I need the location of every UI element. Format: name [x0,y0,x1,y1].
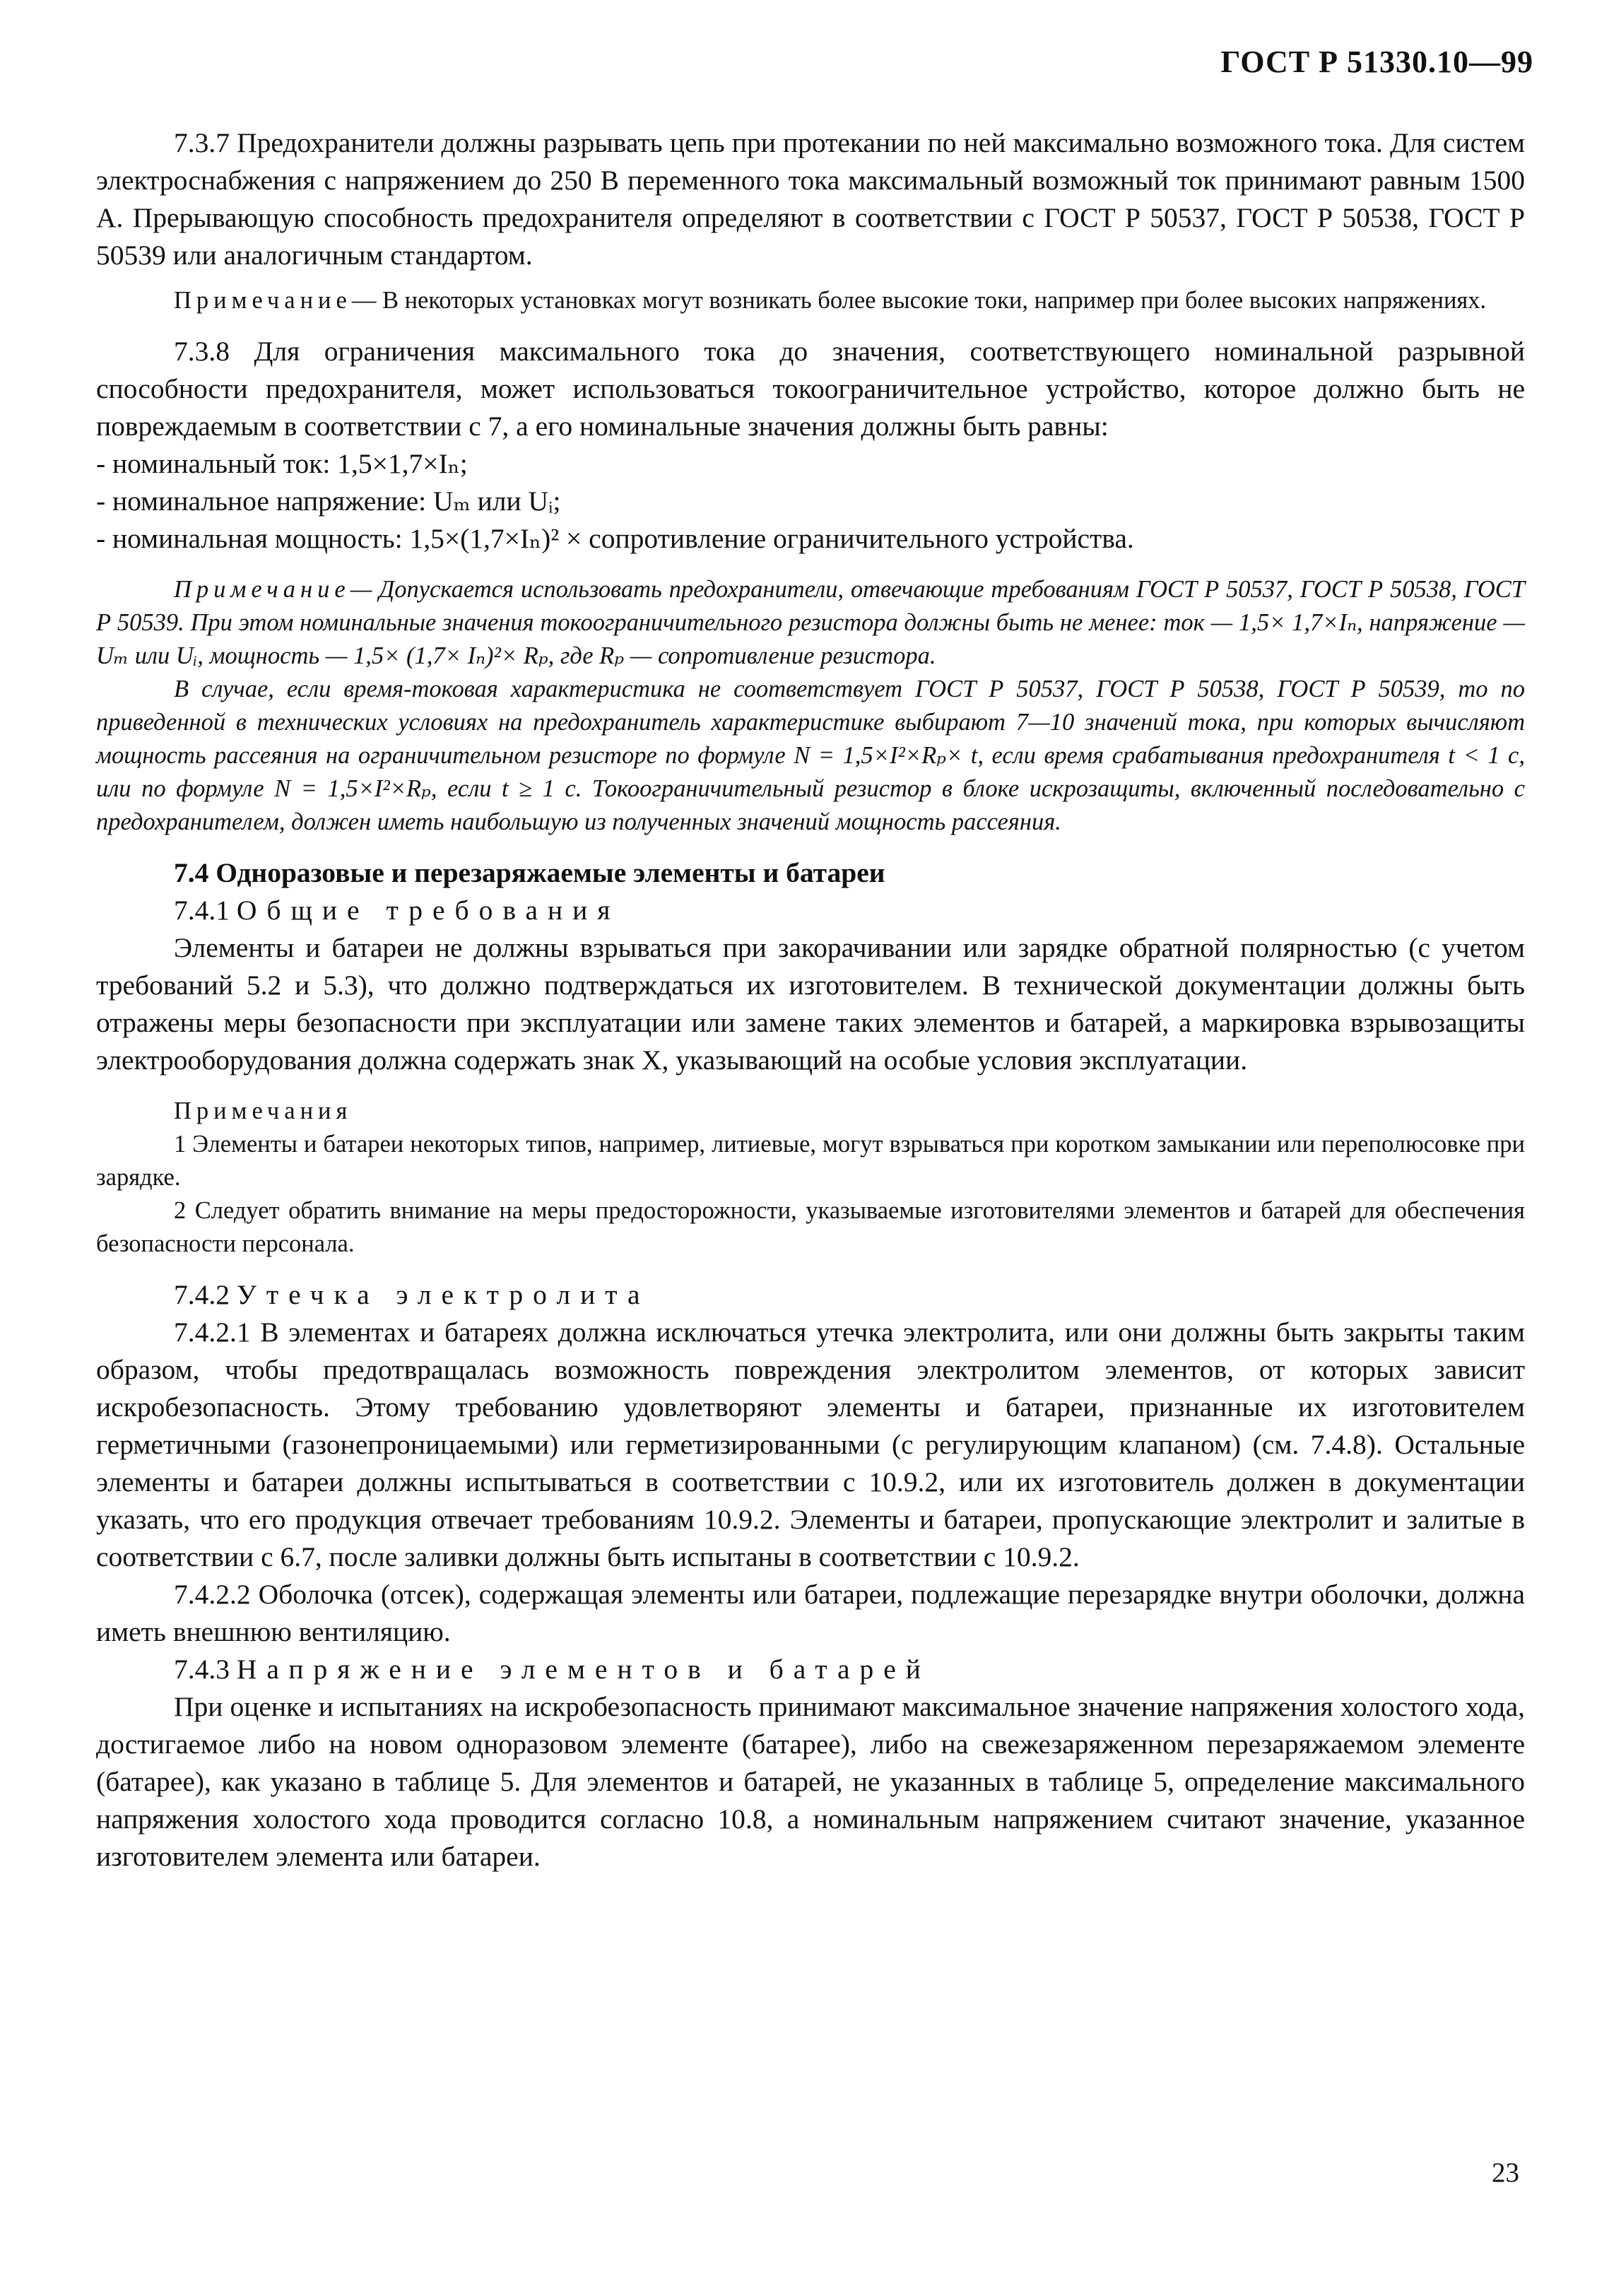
list-item: - номинальное напряжение: Uₘ или Uᵢ; [96,485,561,517]
notes-label-text: Примечания [174,1097,353,1124]
note-7-3-8-continued: В случае, если время-токовая характеристика не соответствует ГОСТ Р 50537, ГОСТ Р 50538, ГОСТ Р 50539, то по приведенной в технических условиях на предохранитель характеристике выбирают 7—10 значений тока, при которых вычисляют мощность рассеяния на ограничительном резисторе по формуле N = 1,5×I²×Rₚ× t, если время срабатывания предохранителя t < 1 с, или по формуле N = 1,5×I²×Rₚ, если t ≥ 1 с. Токоограничительный резистор в блоке искрозащиты, включенный последовательно с предохранителем, должен иметь наибольшую из полученных значений мощность рассеяния. [96,676,1525,835]
note-item: 2 Следует обратить внимание на меры предосторожности, указываемые изготовителями элементов и батарей для обеспечения безопасности персонала. [96,1197,1525,1257]
notes-label [96,1095,1525,1128]
subsection-heading-7-4-1 [96,892,1525,929]
subsection-title: Общие требования [236,895,620,926]
note-text: — В некоторых установках могут возникать более высокие токи, например при более высоких напряжениях. [351,287,1487,314]
subsection-heading-7-4-3 [96,1651,1525,1688]
paragraph-7-3-7: 7.3.7 Предохранители должны разрывать цепь при протекании по ней максимально возможного тока. Для систем электроснабжения с напряжением до 250 В переменного тока максимальный возможный ток принимают равным 1500 А. Прерывающую способность предохранителя определяют в соответствии с ГОСТ Р 50537, ГОСТ Р 50538, ГОСТ Р 50539 или аналогичным стандартом. [96,127,1525,271]
section-heading-7-4: 7.4 Одноразовые и перезаряжаемые элементы и батареи [174,857,885,888]
list-item: - номинальная мощность: 1,5×(1,7×Iₙ)² × сопротивление ограничительного устройства. [96,523,1134,554]
subsection-heading-7-4-2 [96,1276,1525,1314]
paragraph-7-4-2-1: 7.4.2.1 В элементах и батареях должна исключаться утечка электролита, или они должны быть закрыты таким образом, чтобы предотвращалась возможность повреждения электролитом элементов, от которых зависит искробезопасность. Этому требованию удовлетворяют элементы и батареи, признанные их изготовителем герметичными (газонепроницаемыми) или герметизированными (с регулирующим клапаном) (см. 7.4.8). Остальные элементы и батареи должны испытываться в соответствии с 10.9.2, или их изготовитель должен в документации указать, что его продукция отвечает требованиям 10.9.2. Элементы и батареи, пропускающие электролит и залитые в соответствии с 6.7, после заливки должны быть испытаны в соответствии с 10.9.2. [96,1317,1525,1572]
subsection-number: 7.4.1 [174,895,230,926]
list-item: - номинальный ток: 1,5×1,7×Iₙ; [96,448,468,479]
document-code-header: ГОСТ Р 51330.10—99 [1220,45,1533,79]
note-7-3-8 [96,573,1525,673]
subsection-number: 7.4.2 [174,1279,230,1310]
subsection-number: 7.4.3 [174,1654,230,1685]
paragraph-7-3-8: 7.3.8 Для ограничения максимального тока до значения, соответствующего номинальной разрывной способности предохранителя, может использоваться токоограничительное устройство, которое должно быть не повреждаемым в соответствии с 7, а его номинальные значения должны быть равны: [96,336,1525,442]
list-7-3-8 [96,445,1525,558]
paragraph-7-4-1: Элементы и батареи не должны взрываться при закорачивании или зарядке обратной полярностью (с учетом требований 5.2 и 5.3), что должно подтверждаться их изготовителем. В технической документации должны быть отражены меры безопасности при эксплуатации или замене таких элементов и батарей, а маркировка взрывозащиты электрооборудования должна содержать знак X, указывающий на особые условия эксплуатации. [96,932,1525,1076]
note-item: 1 Элементы и батареи некоторых типов, например, литиевые, могут взрываться при коротком замыкании или переполюсовке при зарядке. [96,1131,1525,1191]
paragraph-7-4-2-2: 7.4.2.2 Оболочка (отсек), содержащая элементы или батареи, подлежащие перезарядке внутри оболочки, должна иметь внешнюю вентиляцию. [96,1579,1525,1647]
note-label: Примечание [174,287,352,314]
paragraph-7-4-3: При оценке и испытаниях на искробезопасность принимают максимальное значение напряжения холостого хода, достигаемое либо на новом одноразовом элементе (батарее), либо на свежезаряженном перезаряжаемом элементе (батарее), как указано в таблице 5. Для элементов и батарей, не указанных в таблице 5, определение максимального напряжения холостого хода проводится согласно 10.8, а номинальным напряжением считают значение, указанное изготовителем элемента или батареи. [96,1691,1525,1872]
note-7-3-7 [96,284,1525,317]
subsection-title: Утечка электролита [236,1279,650,1310]
note-label: Примечание [174,576,350,603]
subsection-title: Напряжение элементов и батарей [236,1654,931,1685]
page-content [96,124,1525,1876]
page-number: 23 [1492,2157,1519,2188]
note-text: — Допускается использовать предохранители, отвечающие требованиям ГОСТ Р 50537, ГОСТ Р 50538, ГОСТ Р 50539. При этом номинальные значения токоограничительного резистора должны быть не менее: ток — 1,5× 1,7×Iₙ, напряжение — Uₘ или Uᵢ, мощность — 1,5× (1,7× Iₙ)²× Rₚ, где Rₚ — сопротивление резистора. [96,576,1525,669]
